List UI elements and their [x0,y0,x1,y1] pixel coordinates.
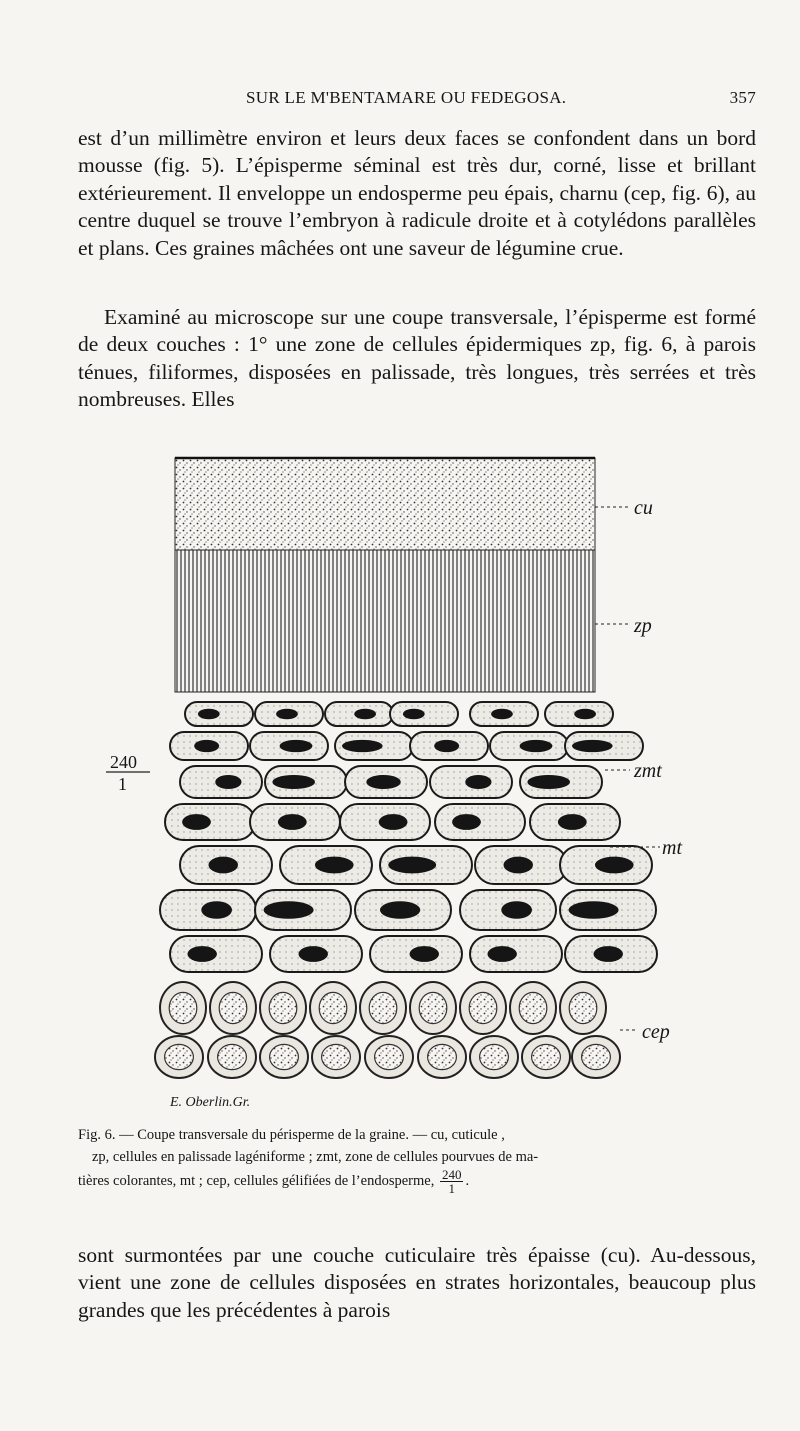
caption-line-3-text: tières colorantes, mt ; cep, cellules gélifiées de l’endosperme, [78,1172,435,1189]
pigment-cell [380,846,472,884]
pigmented-cell-zone [160,702,657,972]
pigment-cell [470,702,538,726]
label-cu: cu [634,497,653,519]
page-header [0,88,800,114]
endosperm-cell [260,1036,308,1078]
pigment-cell [270,936,362,972]
endosperm-cell [470,1036,518,1078]
pigment-cell [430,766,512,798]
cross-section-engraving [110,452,700,1120]
pigment-cell [410,732,488,760]
label-zp: zp [634,615,652,637]
caption-line-3: tières colorantes, mt ; cep, cellules gélifiées de l’endosperme, $\frac{240}{1}$ . [78,1167,470,1196]
magnification-denominator: 1 [118,774,127,794]
pigment-cell [170,936,262,972]
pigment-cell [370,936,462,972]
magnification-numerator: 240 [110,752,137,772]
caption-line-1 [78,1124,756,1146]
pigment-cell [355,890,451,930]
endosperm-cell [418,1036,466,1078]
endosperm-cell [560,982,606,1034]
paragraph-3: sont surmontées par une couche cuticulaire très épaisse (cu). Au-dessous, vient une zone de cellules disposées en strates horizontales, beaucoup plus grandes que les précédentes à parois [78,1243,756,1322]
paragraph-1: est d’un millimètre environ et leurs deux faces se confondent dans un bord mousse (fig. 5). L’épisperme séminal est très dur, corné, lisse et brillant extérieurement. Il enveloppe un endosperme peu épais, charnu (cep, fig. 6), au centre duquel se trouve l’embryon à radicule droite et à cotylédons parallèles et plans. Ces graines mâchées ont une saveur de légumine crue. [78,126,756,260]
pigment-cell [545,702,613,726]
endosperm-cell [312,1036,360,1078]
endosperm-cell [365,1036,413,1078]
pigment-cell [345,766,427,798]
pigment-cell [325,702,393,726]
pigment-cell [470,936,562,972]
endosperm-cell [522,1036,570,1078]
pigment-cell [265,766,347,798]
endosperm-cell [360,982,406,1034]
label-zmt: zmt [634,760,662,782]
label-cep: cep [642,1021,670,1043]
pigment-cell [185,702,253,726]
endosperm-cells [155,982,620,1078]
engraver-signature: E. Oberlin.Gr. [170,1095,251,1110]
endosperm-cell [510,982,556,1034]
pigment-cell [250,804,340,840]
caption-line-2: zp, cellules en palissade lagéniforme ; zmt, zone de cellules pourvues de ma- [92,1149,539,1165]
endosperm-cell [160,982,206,1034]
cuticle-layer [175,458,595,550]
pigment-cell [530,804,620,840]
pigment-cell [335,732,413,760]
endosperm-cell [260,982,306,1034]
pigment-cell [280,846,372,884]
pigment-cell [390,702,458,726]
pigment-cell [250,732,328,760]
pigment-cell [435,804,525,840]
endosperm-cell [210,982,256,1034]
pigment-cell [475,846,567,884]
pigment-cell [180,766,262,798]
pigment-cell [520,766,602,798]
pigment-cell [160,890,256,930]
figure-caption [78,1124,756,1195]
caption-line-1-text: — Coupe transversale du périsperme de la graine. — cu, cuticule , [115,1127,505,1143]
pigment-cell [165,804,255,840]
pigment-cell [255,702,323,726]
pigment-cell [565,936,657,972]
endosperm-cell [310,982,356,1034]
running-title: SUR LE M'BENTAMARE OU FEDEGOSA. [246,88,567,107]
palisade-layer [175,550,595,692]
pigment-cell [560,890,656,930]
label-mt: mt [662,837,682,859]
pigment-cell [170,732,248,760]
caption-frac-numerator: 240 [441,1167,462,1182]
endosperm-cell [155,1036,203,1078]
figure-6 [110,452,700,1120]
page-number: 357 [729,88,756,107]
endosperm-cell [208,1036,256,1078]
pigment-cell [340,804,430,840]
pigment-cell [460,890,556,930]
endosperm-cell [572,1036,620,1078]
pigment-cell [490,732,568,760]
caption-magnification [440,1168,464,1195]
endosperm-cell [460,982,506,1034]
paragraph-2: Examiné au microscope sur une coupe transversale, l’épisperme est formé de deux couches : 1° une zone de cellules épidermiques zp, fig. 6, à parois ténues, filiformes, disposées en palissade, très longues, très serrées et très nombreuses. Elles [78,305,756,412]
caption-frac-denominator: 1 [448,1181,455,1196]
pigment-cell [255,890,351,930]
endosperm-cell [410,982,456,1034]
pigment-cell [180,846,272,884]
caption-fig-label: Fig. 6. [78,1127,116,1143]
pigment-cell [560,846,652,884]
pigment-cell [565,732,643,760]
